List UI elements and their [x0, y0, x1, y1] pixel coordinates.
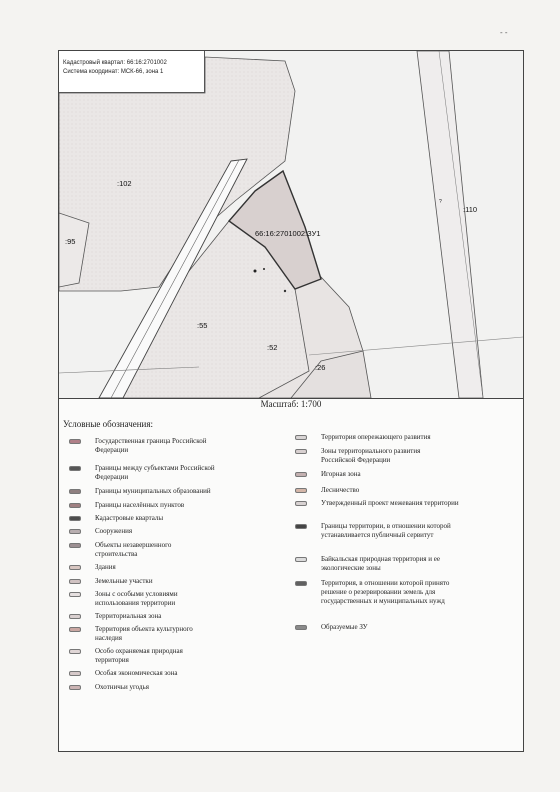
legend-item [295, 486, 359, 495]
map-scale: Масштаб: 1:700 [260, 399, 322, 409]
cadastral-quarter-text: Кадастровый квартал: 66:16:2701002 [63, 60, 167, 66]
legend-label: Охотничьи угодья [95, 683, 149, 691]
coordinate-system-text: Система координат: МСК-66, зона 1 [63, 69, 164, 75]
legend-item [295, 433, 431, 442]
legend-item [295, 447, 441, 465]
legend-swatch [69, 503, 81, 508]
legend-title: Условные обозначения: [63, 419, 154, 429]
legend-label: Территория опережающего развития [321, 433, 431, 441]
legend-swatch [69, 516, 81, 521]
legend-item [69, 541, 205, 559]
parcel-label-95: :95 [65, 237, 76, 246]
legend-label: Зоны с особыми условиями использования территории [95, 590, 178, 607]
legend-item [69, 437, 225, 455]
legend-item [295, 623, 368, 632]
legend-item [295, 522, 481, 540]
legend-item [69, 563, 116, 572]
legend-swatch [69, 627, 81, 632]
parcel-label-zu1: 66:16:2701002:ЗУ1 [255, 229, 321, 238]
legend-swatch [69, 466, 81, 471]
parcel-label-26: :26 [315, 363, 326, 372]
legend-swatch [69, 543, 81, 548]
legend-swatch [69, 649, 81, 654]
legend-swatch [69, 614, 81, 619]
legend-label: Объекты незавершенного строительства [95, 541, 172, 558]
legend-label: Земельные участки [95, 577, 153, 585]
legend-label: Границы территории, в отношении которой устанавливается публичный сервитут [321, 522, 451, 539]
legend-swatch [295, 581, 307, 586]
legend-swatch [69, 489, 81, 494]
legend-label: Территория, в отношении которой принято решение о резервировании земель для государственных и муниципальных нужд [321, 579, 450, 605]
legend-label: Лесничество [321, 486, 360, 494]
legend-item [69, 501, 184, 510]
legend-label: Сооружения [95, 527, 133, 535]
legend-label: Кадастровые кварталы [95, 514, 164, 522]
legend-swatch [69, 592, 81, 597]
legend-label: Игорная зона [321, 470, 361, 478]
legend-swatch [69, 439, 81, 444]
legend-swatch [295, 501, 307, 506]
legend-item [69, 590, 215, 608]
legend-swatch [295, 625, 307, 630]
legend-swatch [295, 557, 307, 562]
legend-item [295, 555, 476, 573]
legend-label: Образуемые ЗУ [321, 623, 368, 631]
legend-item [69, 487, 211, 496]
legend-label: Особо охраняемая природная территория [95, 647, 183, 664]
legend-label: Байкальская природная территория и ее экологические зоны [321, 555, 440, 572]
legend-label: Территория объекта культурного наследия [95, 625, 193, 642]
legend-label: Территориальная зона [95, 612, 162, 620]
legend-item [69, 612, 161, 621]
corner-mark: - - [500, 28, 508, 37]
cadastral-sheet [58, 50, 524, 752]
legend-label: Утвержденный проект межевания территории [321, 499, 459, 507]
legend-item [295, 579, 471, 606]
legend-swatch [69, 685, 81, 690]
map-info-box [59, 51, 205, 93]
legend-item [69, 514, 163, 523]
legend-item [69, 464, 220, 482]
legend-swatch [295, 488, 307, 493]
legend-item [295, 499, 471, 508]
legend-swatch [69, 579, 81, 584]
legend-swatch [69, 671, 81, 676]
legend-swatch [295, 524, 307, 529]
parcel-label-52: :52 [267, 343, 278, 352]
legend-item [69, 683, 149, 692]
map-drawing [59, 51, 523, 398]
legend-swatch [69, 565, 81, 570]
legend-swatch [295, 472, 307, 477]
legend-label: Зоны территориального развития Российской Федерации [321, 447, 421, 464]
map-question-mark: ? [439, 199, 442, 205]
parcel-label-55: :55 [197, 321, 208, 330]
cadastral-map [59, 51, 523, 399]
legend-label: Границы населённых пунктов [95, 501, 185, 509]
legend-item [69, 527, 132, 536]
legend-item [295, 470, 361, 479]
legend-label: Границы муниципальных образований [95, 487, 211, 495]
legend-item [69, 647, 205, 665]
legend-item [69, 625, 210, 643]
legend-label: Границы между субъектами Российской Федерации [95, 464, 215, 481]
legend-item [69, 577, 153, 586]
legend-label: Государственная граница Российской Федерации [95, 437, 207, 454]
parcel-label-102: :102 [117, 179, 132, 188]
legend-swatch [295, 435, 307, 440]
parcel-label-110: :110 [463, 205, 478, 214]
legend-label: Особая экономическая зона [95, 669, 178, 677]
legend-item [69, 669, 178, 678]
legend-swatch [295, 449, 307, 454]
legend-swatch [69, 529, 81, 534]
legend-label: Здания [95, 563, 116, 571]
